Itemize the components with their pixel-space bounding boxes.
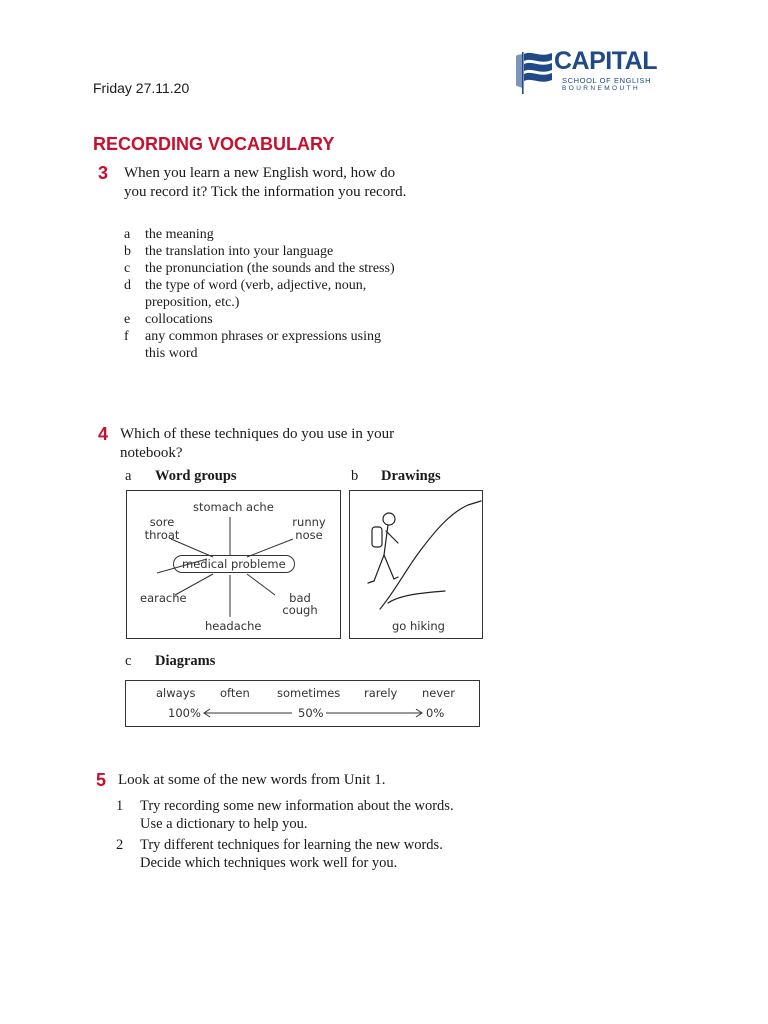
diagram-percent-50: 50% (298, 706, 324, 720)
diagrams-letter: c (125, 653, 132, 669)
list-item: d the type of word (verb, adjective, noun, preposition, etc.) (124, 278, 367, 310)
word-sore-throat: sore throat (144, 515, 180, 542)
word-groups-box (126, 490, 341, 639)
flag-icon (512, 48, 554, 94)
diagram-word: never (422, 686, 455, 700)
school-logo (512, 46, 657, 96)
list-item: f any common phrases or expressions using this word (124, 329, 382, 361)
word-groups-letter: a (125, 468, 132, 484)
drawings-letter: b (351, 468, 359, 484)
page-title: RECORDING VOCABULARY (93, 134, 335, 154)
exercise-3-prompt: When you learn a new English word, how do you record it? Tick the information you record. (124, 165, 407, 200)
drawings-heading: Drawings (381, 468, 441, 484)
date-text: Friday 27.11.20 (93, 80, 190, 96)
word-earache: earache (140, 591, 187, 605)
list-item: b the translation into your language (124, 244, 334, 259)
word-groups-heading: Word groups (155, 468, 237, 484)
diagram-percent-0: 0% (426, 706, 445, 720)
list-item: 2 Try different techniques for learning the new words. Decide which techniques work well for you. (116, 837, 443, 871)
logo-location: BOURNEMOUTH (562, 85, 641, 92)
diagram-word: sometimes (277, 686, 341, 700)
list-item: e collocations (124, 312, 213, 327)
diagrams-box (125, 680, 480, 727)
exercise-5-list (116, 797, 478, 872)
exercise-4-prompt: Which of these techniques do you use in your notebook? (120, 426, 395, 461)
word-center-bubble: medical probleme (173, 555, 295, 573)
exercise-5-number: 5 (96, 770, 107, 790)
list-item: a the meaning (124, 227, 214, 242)
list-item: c the pronunciation (the sounds and the stress) (124, 261, 395, 276)
logo-brand: CAPITAL (554, 47, 657, 75)
diagram-word: often (220, 686, 250, 700)
exercise-3-list (124, 226, 404, 362)
drawing-caption: go hiking (392, 619, 445, 633)
hiker-icon (350, 491, 482, 638)
word-bad-cough: bad cough (282, 591, 318, 617)
drawings-box (349, 490, 483, 639)
diagrams-heading: Diagrams (155, 653, 216, 669)
exercise-3-number: 3 (98, 163, 109, 183)
word-stomach-ache: stomach ache (193, 500, 274, 514)
list-item: 1 Try recording some new information about the words. Use a dictionary to help you. (116, 798, 454, 832)
diagram-word: always (156, 686, 196, 700)
exercise-4-number: 4 (98, 424, 109, 444)
exercise-5-prompt: Look at some of the new words from Unit 1. (118, 772, 386, 788)
word-runny-nose: runny nose (292, 515, 326, 542)
diagram-word: rarely (364, 686, 398, 700)
logo-subtitle: SCHOOL OF ENGLISH (562, 76, 652, 85)
word-headache: headache (205, 619, 262, 633)
diagram-percent-100: 100% (168, 706, 201, 720)
